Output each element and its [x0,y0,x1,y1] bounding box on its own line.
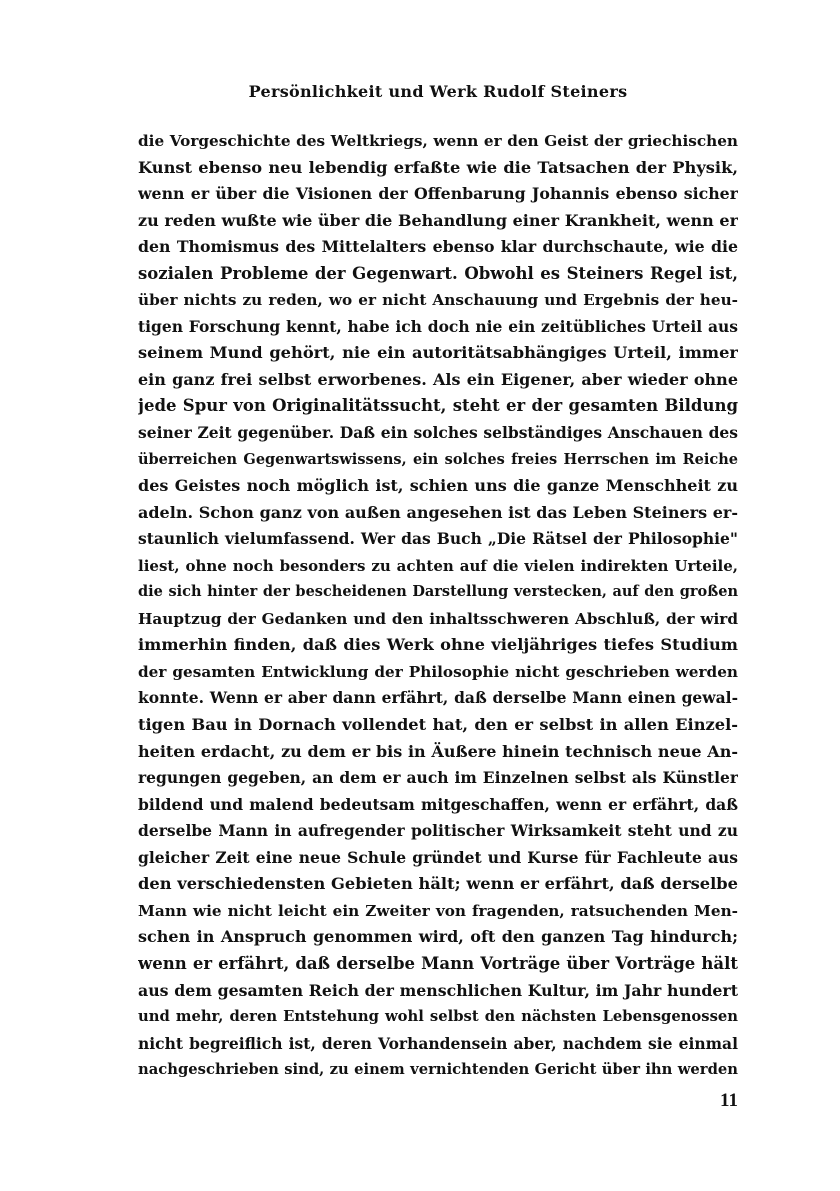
text-line: Mann wie nicht leicht ein Zweiter von fragenden, ratsuchenden Men- [138,901,738,920]
text-line: nicht begreiflich ist, deren Vorhandensein aber, nachdem sie einmal [138,1033,738,1053]
text-line: und mehr, deren Entstehung wohl selbst den nächsten Lebensgenossen [138,1008,738,1026]
text-line: regungen gegeben, an dem er auch im Einzelnen selbst als Künstler [138,768,738,788]
text-line: über nichts zu reden, wo er nicht Anschauung und Ergebnis der heu- [138,291,738,310]
text-line: bildend und malend bedeutsam mitgeschaffen, wenn er erfährt, daß [138,794,738,814]
text-line: zu reden wußte wie über die Behandlung einer Krankheit, wenn er [138,210,738,230]
body-text [138,128,738,1084]
text-line: jede Spur von Originalitätssucht, steht er der gesamten Bildung [138,396,738,416]
page-number: 11 [720,1090,738,1111]
running-head: Persönlichkeit und Werk Rudolf Steiners [248,82,628,101]
text-line: die Vorgeschichte des Weltkriegs, wenn er den Geist der griechischen [138,132,738,150]
text-line: konnte. Wenn er aber dann erfährt, daß derselbe Mann einen gewal- [138,688,738,708]
text-line: wenn er erfährt, daß derselbe Mann Vorträge über Vorträge hält [138,953,738,973]
text-line: ein ganz frei selbst erworbenes. Als ein Eigener, aber wieder ohne [138,369,738,389]
text-line: seiner Zeit gegenüber. Daß ein solches selbständiges Anschauen des [138,423,738,443]
text-line: Hauptzug der Gedanken und den inhaltsschweren Abschluß, der wird [138,609,738,628]
text-line: die sich hinter der bescheidenen Darstellung verstecken, auf den großen [138,583,738,601]
text-line: tigen Bau in Dornach vollendet hat, den er selbst in allen Einzel- [138,715,738,735]
text-line: heiten erdacht, zu dem er bis in Äußere hinein technisch neue An- [138,741,738,761]
text-line: der gesamten Entwicklung der Philosophie nicht geschrieben werden [138,662,738,681]
text-line: den verschiedensten Gebieten hält; wenn er erfährt, daß derselbe [138,874,738,894]
text-line: immerhin finden, daß dies Werk ohne vieljähriges tiefes Studium [138,635,738,655]
text-line: liest, ohne noch besonders zu achten auf die vielen indirekten Urteile, [138,556,738,575]
text-line: des Geistes noch möglich ist, schien uns die ganze Menschheit zu [138,476,738,496]
text-line: überreichen Gegenwartswissens, ein solches freies Herrschen im Reiche [138,450,738,468]
text-line: den Thomismus des Mittelalters ebenso klar durchschaute, wie die [138,237,738,257]
text-line: gleicher Zeit eine neue Schule gründet und Kurse für Fachleute aus [138,847,738,867]
text-line: nachgeschrieben sind, zu einem vernichtenden Gericht über ihn werden [138,1061,738,1079]
text-line: schen in Anspruch genommen wird, oft den ganzen Tag hindurch; [138,927,738,947]
text-line: staunlich vielumfassend. Wer das Buch „Die Rätsel der Philosophie" [138,529,738,549]
text-line: derselbe Mann in aufregender politischer Wirksamkeit steht und zu [138,821,738,841]
text-line: Kunst ebenso neu lebendig erfaßte wie die Tatsachen der Physik, [138,157,738,177]
text-line: adeln. Schon ganz von außen angesehen ist das Leben Steiners er- [138,502,738,522]
text-line: sozialen Probleme der Gegenwart. Obwohl es Steiners Regel ist, [138,263,738,283]
text-line: seinem Mund gehört, nie ein autoritätsabhängiges Urteil, immer [138,343,738,363]
text-line: wenn er über die Visionen der Offenbarung Johannis ebenso sicher [138,184,738,204]
text-line: aus dem gesamten Reich der menschlichen Kultur, im Jahr hundert [138,980,738,1000]
text-line: tigen Forschung kennt, habe ich doch nie ein zeitübliches Urteil aus [138,316,738,336]
